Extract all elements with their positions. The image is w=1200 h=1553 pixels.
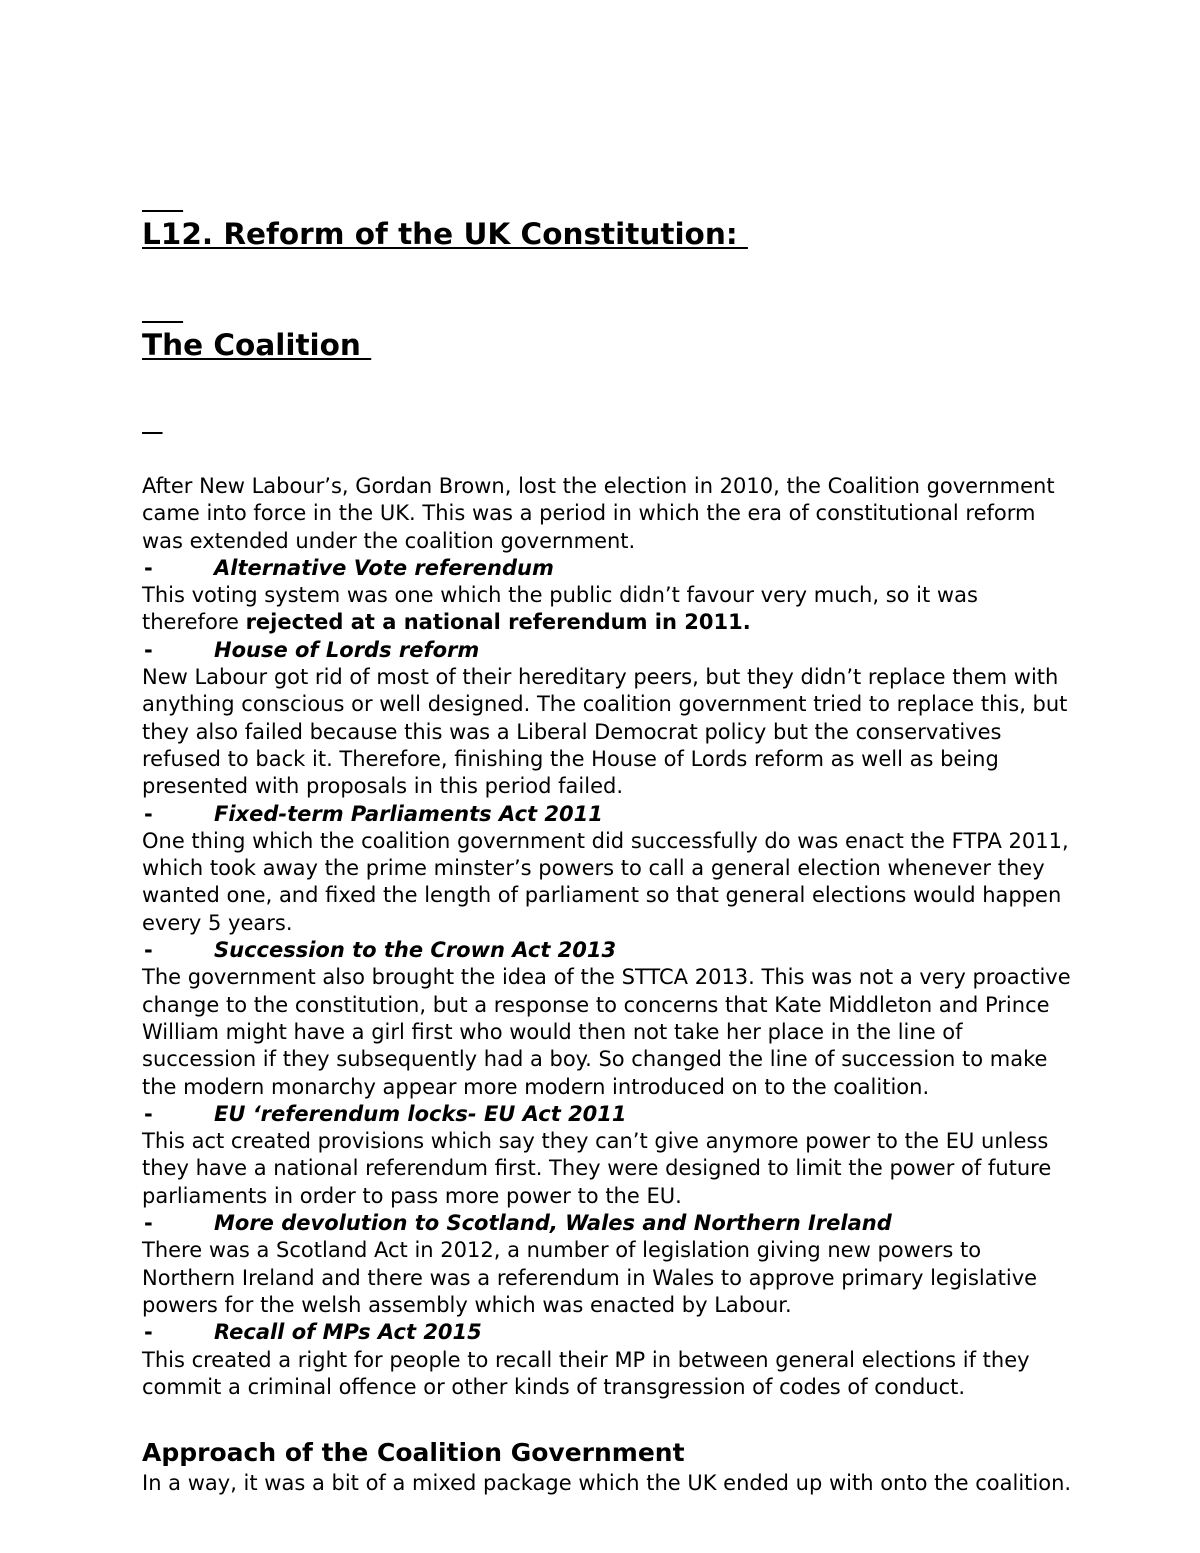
bullet-heading-row [142,1319,1072,1346]
bullet-heading: More devolution to Scotland, Wales and Northern Ireland [214,1211,892,1236]
page-title-line-2: The Coalition [142,328,372,362]
bullet-heading: Succession to the Crown Act 2013 [214,938,617,963]
section-devolution [142,1210,1072,1319]
section-paragraph: There was a Scotland Act in 2012, a number of legislation giving new powers to Northern Ireland and there was a referendum in Wales to approve primary legislative powers for the welsh assembly which was enacted by Labour. [142,1238,1038,1317]
section-recall-of-mps [142,1319,1072,1401]
bullet-marker: - [144,1211,153,1236]
bullet-heading: Alternative Vote referendum [214,555,554,580]
bullet-heading-row [142,937,1072,964]
section-paragraph: This act created provisions which say they can’t give anymore power to the EU unless they have a national referendum first. They were designed to limit the power of future parliaments in order to pass more power to the EU. [142,1129,1052,1208]
bullet-heading-row [142,1101,1072,1128]
section-paragraph: One thing which the coalition government did successfully do was enact the FTPA 2011, which took away the prime minster’s powers to call a general election whenever they wanted one, and fixed the length of parliament so that general elections would happen every 5 years. [142,828,1069,935]
intro-paragraph: After New Labour’s, Gordan Brown, lost the election in 2010, the Coalition government came into force in the UK. This was a period in which the era of constitutional reform was extended under the coalition government. [142,474,1055,553]
section-paragraph: The government also brought the idea of the STTCA 2013. This was not a very proactive change to the constitution, but a response to concerns that Kate Middleton and Prince William might have a girl first who would then not take her place in the line of succession if they subsequently had a boy. So changed the line of succession to make the modern monarchy appear more modern introduced on to the coalition. [142,965,1071,1099]
bullet-heading: Fixed-term Parliaments Act 2011 [214,801,603,826]
bullet-marker: - [144,938,153,963]
bullet-heading-row [142,1210,1072,1237]
section-paragraph: This created a right for people to recall their MP in between general elections if they commit a criminal offence or other kinds of transgression of codes of conduct. [142,1347,1030,1399]
section-paragraph [142,582,1072,637]
bullet-marker: - [144,1320,153,1345]
section-text: This voting system was one which the public didn’t favour very much, so it was therefore [142,583,978,635]
section-eu-referendum-locks [142,1101,1072,1210]
bullet-marker: - [144,1101,153,1126]
section-text-bold: rejected at a national referendum in 2011. [245,610,751,635]
bullet-marker: - [144,555,153,580]
section-succession-to-crown [142,937,1072,1101]
page-title [142,142,1072,438]
bullet-heading: Recall of MPs Act 2015 [214,1320,482,1345]
section-fixed-term-parliaments [142,801,1072,937]
bullet-heading: House of Lords reform [214,637,480,662]
approach-paragraph: In a way, it was a bit of a mixed package which the UK ended up with onto the coalition. [142,1471,1072,1496]
bullet-marker: - [144,637,153,662]
document-page [142,142,1072,1497]
bullet-marker: - [144,801,153,826]
page-title-line-1: L12. Reform of the UK Constitution: [142,217,748,251]
bullet-heading: EU ‘referendum locks- EU Act 2011 [214,1101,627,1126]
bullet-heading-row [142,555,1072,582]
bullet-heading-row [142,801,1072,828]
approach-heading: Approach of the Coalition Government [142,1438,685,1468]
bullet-heading-row [142,637,1072,664]
section-house-of-lords [142,637,1072,801]
section-paragraph: New Labour got rid of most of their hereditary peers, but they didn’t replace them with anything conscious or well designed. The coalition government tried to replace this, but they also failed because this was a Liberal Democrat policy but the conservatives refused to back it. Therefore, finishing the House of Lords reform as well as being presented with proposals in this period failed. [142,665,1068,799]
section-alternative-vote [142,555,1072,637]
